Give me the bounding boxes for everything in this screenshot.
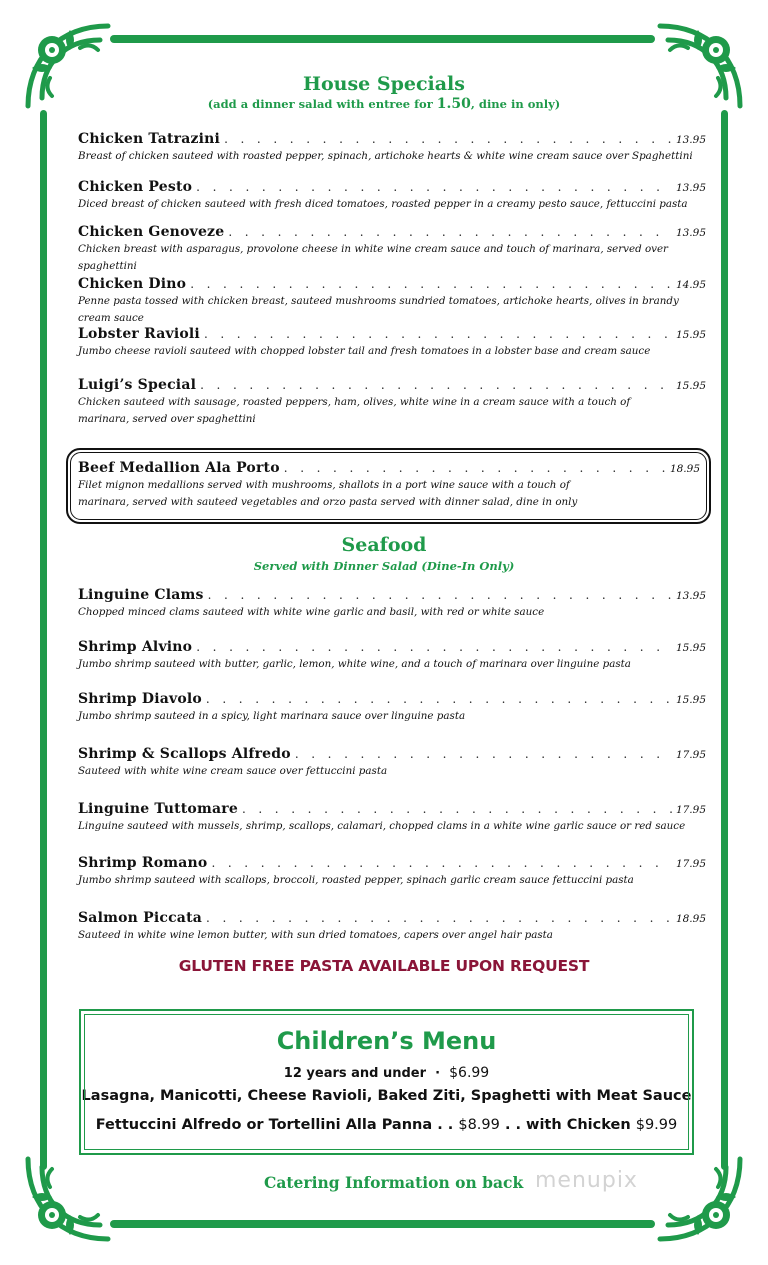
dot-leader bbox=[200, 378, 672, 392]
seafood-subtitle: Served with Dinner Salad (Dine-In Only) bbox=[253, 559, 515, 573]
menu-item bbox=[78, 326, 706, 360]
childrens-menu-title: Children’s Menu bbox=[276, 1027, 497, 1055]
frame-bottom-bar bbox=[110, 1220, 655, 1228]
item-price: 14.95 bbox=[675, 279, 706, 291]
item-price: 15.95 bbox=[675, 380, 706, 392]
menu-item bbox=[78, 276, 706, 327]
kids-pasta-price: $8.99 bbox=[458, 1117, 500, 1133]
item-description: Filet mignon medallions served with mushrooms, shallots in a port wine sauce with a touch of marinara, served with sauteed vegetables and orzo pasta served with dinner salad, dine in only bbox=[78, 479, 578, 508]
item-description: Chicken breast with asparagus, provolone cheese in white wine cream sauce and touch of marinara, served over spaghettini bbox=[78, 243, 668, 272]
dot-leader bbox=[196, 640, 672, 654]
subtitle-post: , dine in only) bbox=[470, 97, 561, 111]
dot-leader bbox=[196, 180, 672, 194]
item-price: 13.95 bbox=[675, 134, 706, 146]
item-name: Linguine Clams bbox=[78, 587, 204, 603]
item-name: Shrimp Alvino bbox=[78, 639, 193, 655]
item-price: 17.95 bbox=[675, 858, 706, 870]
item-description: Sauteed with white wine cream sauce over fettuccini pasta bbox=[78, 765, 388, 777]
kids-dishes-line: Lasagna, Manicotti, Cheese Ravioli, Baked Ziti, Spaghetti with Meat Sauce bbox=[81, 1088, 692, 1104]
dot-leader bbox=[295, 747, 672, 761]
item-description: Penne pasta tossed with chicken breast, sauteed mushrooms sundried tomatoes, artichoke hearts, olives in brandy cream sauce bbox=[78, 295, 679, 324]
kids-pasta-text: Fettuccini Alfredo or Tortellini Alla Panna bbox=[95, 1117, 433, 1133]
item-name: Shrimp Romano bbox=[78, 855, 208, 871]
menu-item bbox=[78, 639, 706, 673]
item-name: Chicken Dino bbox=[78, 276, 187, 292]
kids-base-price: $6.99 bbox=[449, 1065, 490, 1081]
dot-leader bbox=[204, 327, 672, 341]
menu-item bbox=[78, 746, 706, 780]
menu-item bbox=[78, 131, 706, 165]
item-price: 15.95 bbox=[675, 329, 706, 341]
menu-item bbox=[78, 801, 706, 835]
item-description: Jumbo cheese ravioli sauteed with chopped lobster tail and fresh tomatoes in a lobster base and cream sauce bbox=[78, 345, 651, 357]
frame-right-bar bbox=[721, 110, 728, 1170]
item-name: Salmon Piccata bbox=[78, 910, 203, 926]
childrens-menu-box bbox=[79, 1009, 694, 1155]
dot-leader bbox=[211, 856, 672, 870]
item-description: Chicken sauteed with sausage, roasted peppers, ham, olives, white wine in a cream sauce with a touch of marinara, served over spaghettini bbox=[78, 396, 631, 425]
childrens-age-line bbox=[81, 1065, 692, 1081]
menu-item bbox=[78, 855, 706, 889]
item-description: Chopped minced clams sauteed with white wine garlic and basil, with red or white sauce bbox=[78, 606, 545, 618]
catering-note: Catering Information on back bbox=[264, 1173, 524, 1192]
frame-left-bar bbox=[40, 110, 47, 1170]
dot-leader bbox=[224, 132, 672, 146]
item-name: Chicken Pesto bbox=[78, 179, 193, 195]
item-price: 18.95 bbox=[675, 913, 706, 925]
item-description: Linguine sauteed with mussels, shrimp, scallops, calamari, chopped clams in a white wine garlic sauce or red sauce bbox=[78, 820, 686, 832]
dot-leader bbox=[242, 802, 672, 816]
item-description: Jumbo shrimp sauteed in a spicy, light marinara sauce over linguine pasta bbox=[78, 710, 466, 722]
item-price: 17.95 bbox=[675, 749, 706, 761]
menu-item bbox=[78, 691, 706, 725]
with-chicken-label: . . with Chicken bbox=[504, 1117, 631, 1133]
dot-leader bbox=[228, 225, 672, 239]
corner-ornament-icon bbox=[656, 1155, 748, 1247]
subtitle-pre: (add a dinner salad with entree for bbox=[207, 97, 437, 111]
item-name: Chicken Tatrazini bbox=[78, 131, 221, 147]
item-price: 15.95 bbox=[675, 694, 706, 706]
item-description: Jumbo shrimp sauteed with scallops, broccoli, roasted pepper, spinach garlic cream sauce fettuccini pasta bbox=[78, 874, 634, 886]
kids-chicken-price: $9.99 bbox=[635, 1117, 678, 1133]
item-name: Lobster Ravioli bbox=[78, 326, 200, 342]
item-price: 13.95 bbox=[675, 590, 706, 602]
item-name: Linguine Tuttomare bbox=[78, 801, 238, 817]
dot-leader bbox=[284, 461, 666, 475]
house-specials-subtitle bbox=[0, 96, 768, 112]
dot-leader bbox=[206, 911, 672, 925]
menu-item bbox=[78, 910, 706, 944]
house-specials-title: House Specials bbox=[303, 73, 465, 95]
menu-item bbox=[78, 224, 706, 275]
frame-top-bar bbox=[110, 35, 655, 43]
dot-leader: . . bbox=[437, 1117, 454, 1133]
kids-pasta-line bbox=[81, 1117, 692, 1133]
item-name: Beef Medallion Ala Porto bbox=[78, 460, 280, 476]
featured-menu-item bbox=[78, 460, 700, 511]
item-description: Breast of chicken sauteed with roasted pepper, spinach, artichoke hearts & white wine cream sauce over Spaghettini bbox=[78, 150, 693, 162]
item-price: 15.95 bbox=[675, 642, 706, 654]
corner-ornament-icon bbox=[20, 1155, 112, 1247]
salad-price: 1.50 bbox=[436, 96, 471, 112]
dot-leader bbox=[208, 588, 672, 602]
item-name: Shrimp Diavolo bbox=[78, 691, 202, 707]
item-price: 13.95 bbox=[675, 182, 706, 194]
gluten-free-notice: GLUTEN FREE PASTA AVAILABLE UPON REQUEST bbox=[178, 957, 590, 975]
menu-item bbox=[78, 377, 706, 428]
item-name: Chicken Genoveze bbox=[78, 224, 225, 240]
item-description: Sauteed in white wine lemon butter, with sun dried tomatoes, capers over angel hair pasta bbox=[78, 929, 553, 941]
bullet: · bbox=[435, 1066, 441, 1081]
age-limit: 12 years and under bbox=[283, 1066, 427, 1081]
menu-item bbox=[78, 179, 706, 213]
item-name: Luigi’s Special bbox=[78, 377, 197, 393]
item-name: Shrimp & Scallops Alfredo bbox=[78, 746, 291, 762]
menupix-watermark: menupix bbox=[535, 1168, 638, 1193]
item-price: 17.95 bbox=[675, 804, 706, 816]
dot-leader bbox=[206, 692, 672, 706]
item-description: Jumbo shrimp sauteed with butter, garlic, lemon, white wine, and a touch of marinara over linguine pasta bbox=[78, 658, 631, 670]
menu-item bbox=[78, 587, 706, 621]
item-description: Diced breast of chicken sauteed with fresh diced tomatoes, roasted pepper in a creamy pesto sauce, fettuccini pasta bbox=[78, 198, 688, 210]
dot-leader bbox=[190, 277, 672, 291]
seafood-title: Seafood bbox=[341, 534, 427, 556]
item-price: 18.95 bbox=[669, 463, 700, 475]
item-price: 13.95 bbox=[675, 227, 706, 239]
